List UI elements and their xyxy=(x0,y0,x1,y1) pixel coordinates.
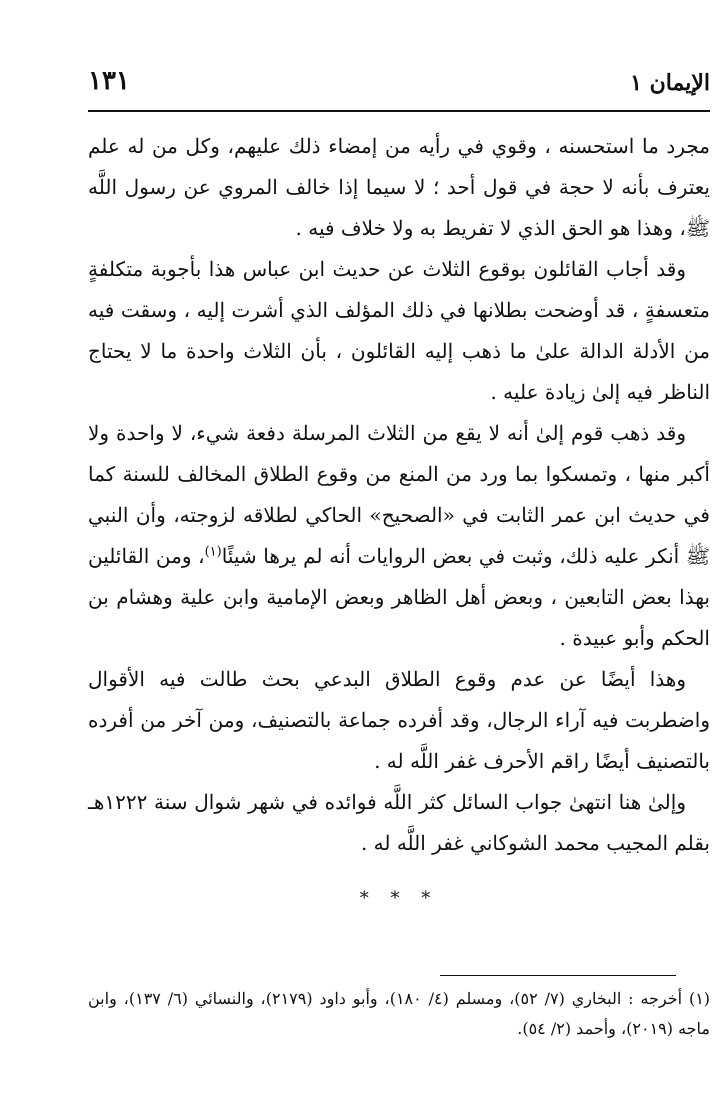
footnotes xyxy=(88,984,710,1044)
running-title: الإيمان ١ xyxy=(630,70,710,96)
paragraph-text: وقد ذهب قوم إلىٰ أنه لا يقع من الثلاث المرسلة دفعة شيء، لا واحدة ولا أكبر منها ، وتمسكوا بما ورد من المنع من وقوع الطلاق المخالف للسنة كما في حديث ابن عمر الثابت في «الصحيح» الحاكي لطلاقه لزوجته، وأن النبي ﷺ أنكر عليه ذلك، وثبت في بعض الروايات أنه لم يرها شيئًا xyxy=(88,421,710,568)
footnote-reference[interactable]: (١) xyxy=(204,544,222,560)
footnote-rule xyxy=(440,975,676,976)
paragraph: مجرد ما استحسنه ، وقوي في رأيه من إمضاء ذلك عليهم، وكل من له علم يعترف بأنه لا حجة في قول أحد ؛ لا سيما إذا خالف المروي عن رسول اللَّه ﷺ، وهذا هو الحق الذي لا تفريط به ولا خلاف فيه . xyxy=(88,134,711,240)
footnote: (١) أخرجه : البخاري (٧/ ٥٢)، ومسلم (٤/ ١٨٠)، وأبو داود (٢١٧٩)، والنسائي (٦/ ١٣٧)، وابن ماجه (٢٠١٩)، وأحمد (٢/ ٥٤). xyxy=(88,989,711,1038)
paragraph: وهذا أيضًا عن عدم وقوع الطلاق البدعي بحث طالت فيه الأقوال واضطربت فيه آراء الرجال، وقد أفرده جماعة بالتصنيف، ومن آخر من أفرده بالتصنيف أيضًا راقم الأحرف غفر اللَّه له . xyxy=(88,667,710,773)
paragraph xyxy=(88,413,710,659)
page-number: ١٣١ xyxy=(88,66,130,96)
section-separator: * * * xyxy=(359,888,439,909)
header-rule xyxy=(88,110,710,112)
paragraph: وإلىٰ هنا انتهىٰ جواب السائل كثر اللَّه فوائده في شهر شوال سنة ١٢٢٢هـ بقلم المجيب محمد الشوكاني غفر اللَّه له . xyxy=(88,790,710,855)
paragraph-text: ، ومن القائلين بهذا بعض التابعين ، وبعض أهل الظاهر وبعض الإمامية وابن علية وهشام بن الحكم وأبو عبيدة . xyxy=(88,544,710,650)
page-header xyxy=(88,60,710,108)
main-text xyxy=(88,126,710,919)
paragraph: وقد أجاب القائلون بوقوع الثلاث عن حديث ابن عباس هذا بأجوبة متكلفةٍ متعسفةٍ ، قد أوضحت بطلانها في ذلك المؤلف الذي أشرت إليه ، وسقت فيه من الأدلة الدالة علىٰ ما ذهب إليه القائلون ، بأن الثلاث واحدة ما لا يحتاج الناظر فيه إلىٰ زيادة عليه . xyxy=(88,257,710,404)
